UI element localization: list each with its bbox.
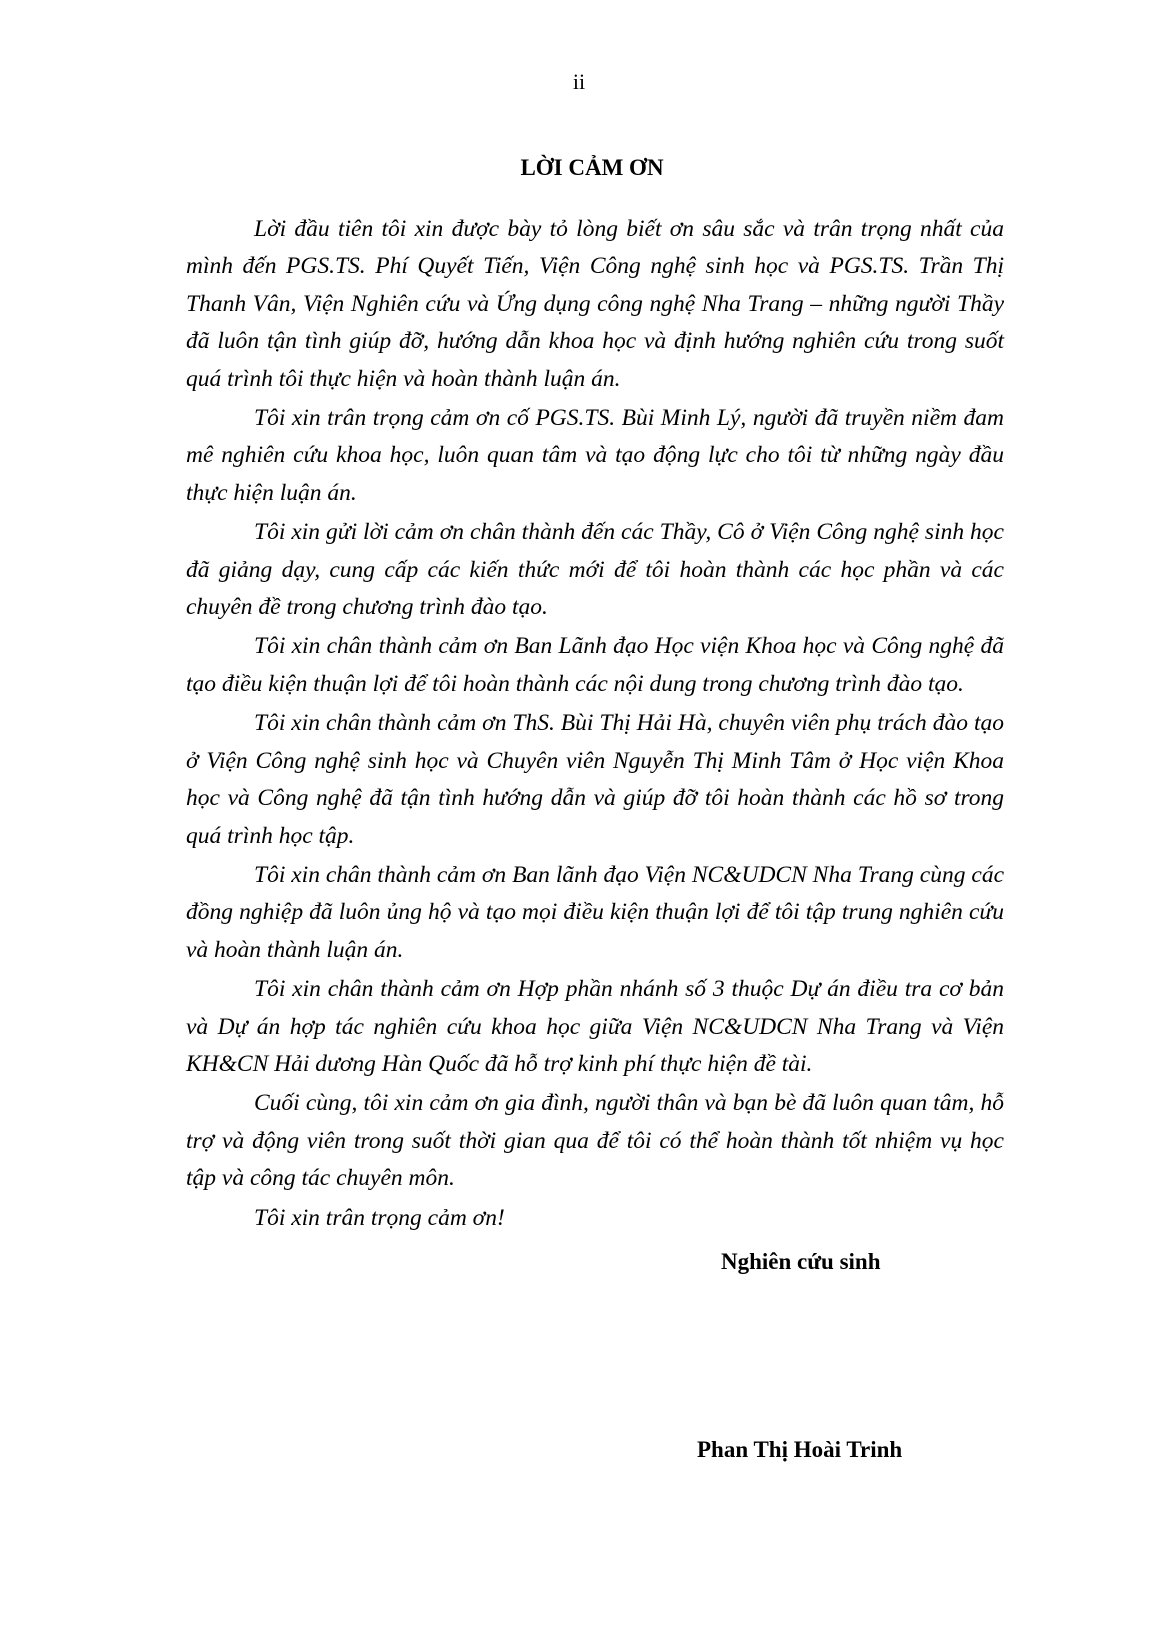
paragraph-funding: Tôi xin chân thành cảm ơn Hợp phần nhánh số 3 thuộc Dự án điều tra cơ bản và Dự án hợp tác nghiên cứu khoa học giữa Viện NC&UDCN Nha Trang và Viện KH&CN Hải dương Hàn Quốc đã hỗ trợ kinh phí thực hiện đề tài.: [186, 976, 1004, 1077]
paragraph-family: Cuối cùng, tôi xin cảm ơn gia đình, người thân và bạn bè đã luôn quan tâm, hỗ trợ và động viên trong suốt thời gian qua để tôi có thể hoàn thành tốt nhiệm vụ học tập và công tác chuyên môn.: [186, 1090, 1004, 1192]
paragraph-closing: Tôi xin trân trọng cảm ơn!: [254, 1204, 505, 1231]
signature-name: Phan Thị Hoài Trinh: [697, 1437, 903, 1462]
acknowledgement-body: [186, 211, 1004, 1237]
paragraph-institute-colleagues: Tôi xin chân thành cảm ơn Ban lãnh đạo Viện NC&UDCN Nha Trang cùng các đồng nghiệp đã luôn ủng hộ và tạo mọi điều kiện thuận lợi để tôi tập trung nghiên cứu và hoàn thành luận án.: [186, 861, 1004, 963]
paragraph-academy-leaders: Tôi xin chân thành cảm ơn Ban Lãnh đạo Học viện Khoa học và Công nghệ đã tạo điều kiện thuận lợi để tôi hoàn thành các nội dung trong chương trình đào tạo.: [186, 633, 1004, 697]
page-title: LỜI CẢM ƠN: [520, 155, 664, 180]
signature-role: Nghiên cứu sinh: [721, 1249, 881, 1274]
paragraph-training-staff: Tôi xin chân thành cảm ơn ThS. Bùi Thị Hải Hà, chuyên viên phụ trách đào tạo ở Viện Công nghệ sinh học và Chuyên viên Nguyễn Thị Minh Tâm ở Học viện Khoa học và Công nghệ đã tận tình hướng dẫn và giúp đỡ tôi hoàn thành các hồ sơ trong quá trình học tập.: [186, 710, 1004, 849]
page-number: ii: [572, 69, 586, 94]
paragraph-teachers: Tôi xin gửi lời cảm ơn chân thành đến các Thầy, Cô ở Viện Công nghệ sinh học đã giảng dạy, cung cấp các kiến thức mới để tôi hoàn thành các học phần và các chuyên đề trong chương trình đào tạo.: [186, 519, 1004, 621]
paragraph-late-professor: Tôi xin trân trọng cảm ơn cố PGS.TS. Bùi Minh Lý, người đã truyền niềm đam mê nghiên cứu khoa học, luôn quan tâm và tạo động lực cho tôi từ những ngày đầu thực hiện luận án.: [186, 405, 1004, 506]
paragraph-supervisors: Lời đầu tiên tôi xin được bày tỏ lòng biết ơn sâu sắc và trân trọng nhất của mình đến PGS.TS. Phí Quyết Tiến, Viện Công nghệ sinh học và PGS.TS. Trần Thị Thanh Vân, Viện Nghiên cứu và Ứng dụng công nghệ Nha Trang – những người Thầy đã luôn tận tình giúp đỡ, hướng dẫn khoa học và định hướng nghiên cứu trong suốt quá trình tôi thực hiện và hoàn thành luận án.: [186, 216, 1004, 392]
